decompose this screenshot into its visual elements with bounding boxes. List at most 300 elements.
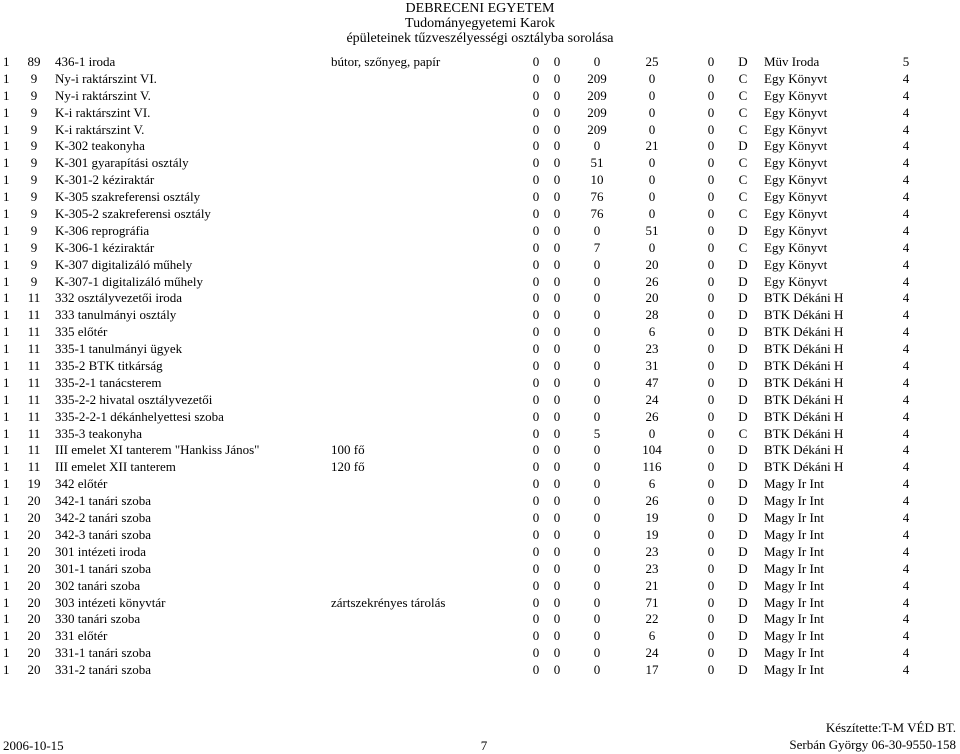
cell-fire-class: D: [738, 256, 748, 272]
cell-value-5: 0: [707, 206, 715, 222]
cell-col-1: 1: [3, 324, 10, 340]
table-row: [0, 71, 960, 88]
cell-unit: Magy Ir Int: [764, 526, 824, 542]
cell-value-2: 0: [553, 408, 561, 424]
cell-col-2: 9: [30, 87, 38, 103]
cell-value-2: 0: [553, 493, 561, 509]
cell-col-1: 1: [3, 239, 10, 255]
table-row: [0, 54, 960, 71]
cell-value-3: 0: [593, 391, 601, 407]
cell-value-1: 0: [532, 374, 540, 390]
cell-col-last: 4: [902, 87, 910, 103]
cell-unit: Egy Könyvt: [764, 273, 828, 289]
cell-value-5: 0: [707, 87, 715, 103]
cell-unit: Egy Könyvt: [764, 87, 828, 103]
cell-value-1: 0: [532, 358, 540, 374]
cell-unit: BTK Dékáni H: [764, 442, 844, 458]
table-row: [0, 307, 960, 324]
cell-value-2: 0: [553, 256, 561, 272]
cell-unit: BTK Dékáni H: [764, 341, 844, 357]
cell-note: bútor, szőnyeg, papír: [331, 54, 441, 69]
cell-value-3: 209: [587, 104, 607, 120]
cell-col-1: 1: [3, 510, 10, 526]
cell-col-1: 1: [3, 189, 10, 205]
table-row: [0, 189, 960, 206]
cell-value-2: 0: [553, 273, 561, 289]
cell-value-1: 0: [532, 577, 540, 593]
cell-room-name: 335-2 BTK titkárság: [55, 358, 163, 374]
cell-value-4: 22: [645, 611, 659, 627]
cell-col-2: 20: [27, 577, 41, 593]
cell-col-1: 1: [3, 87, 10, 103]
cell-unit: Magy Ir Int: [764, 628, 824, 644]
cell-room-name: K-306 reprográfia: [55, 222, 150, 238]
cell-value-4: 6: [648, 476, 656, 492]
cell-value-1: 0: [532, 87, 540, 103]
cell-value-2: 0: [553, 290, 561, 306]
cell-room-name: 331-1 tanári szoba: [55, 645, 152, 661]
cell-col-1: 1: [3, 155, 10, 171]
cell-unit: Müv Iroda: [764, 54, 820, 69]
cell-col-last: 4: [902, 121, 910, 137]
cell-fire-class: D: [738, 341, 748, 357]
cell-col-last: 4: [902, 172, 910, 188]
cell-col-2: 20: [27, 560, 41, 576]
table-row: [0, 206, 960, 223]
cell-value-5: 0: [707, 290, 715, 306]
table-row: [0, 138, 960, 155]
table-row: [0, 662, 960, 679]
cell-fire-class: C: [738, 121, 748, 137]
cell-value-5: 0: [707, 391, 715, 407]
cell-value-3: 76: [590, 189, 604, 205]
cell-room-name: 332 osztályvezetői iroda: [55, 290, 183, 306]
table-row: [0, 442, 960, 459]
cell-value-2: 0: [553, 155, 561, 171]
cell-value-4: 71: [645, 594, 659, 610]
cell-value-4: 0: [648, 70, 656, 86]
cell-value-4: 116: [642, 459, 662, 475]
cell-col-2: 20: [27, 493, 41, 509]
table-row: [0, 561, 960, 578]
cell-fire-class: D: [738, 408, 748, 424]
cell-value-3: 0: [593, 543, 601, 559]
cell-fire-class: C: [738, 239, 748, 255]
cell-value-4: 26: [645, 408, 659, 424]
cell-col-last: 4: [902, 493, 910, 509]
cell-value-1: 0: [532, 138, 540, 154]
cell-fire-class: D: [738, 307, 748, 323]
cell-room-name: 335-2-2-1 dékánhelyettesi szoba: [55, 408, 224, 424]
cell-col-last: 4: [902, 476, 910, 492]
cell-col-2: 11: [27, 408, 41, 424]
cell-value-2: 0: [553, 239, 561, 255]
cell-col-1: 1: [3, 442, 10, 458]
cell-col-2: 20: [27, 543, 41, 559]
cell-room-name: III emelet XII tanterem: [55, 459, 176, 475]
cell-value-3: 0: [593, 222, 601, 238]
cell-value-2: 0: [553, 172, 561, 188]
cell-value-5: 0: [707, 155, 715, 171]
cell-fire-class: D: [738, 493, 748, 509]
cell-value-1: 0: [532, 341, 540, 357]
cell-value-1: 0: [532, 104, 540, 120]
cell-unit: BTK Dékáni H: [764, 324, 844, 340]
table-row: [0, 510, 960, 527]
cell-fire-class: D: [738, 645, 748, 661]
cell-fire-class: C: [738, 155, 748, 171]
cell-col-1: 1: [3, 425, 10, 441]
cell-value-2: 0: [553, 138, 561, 154]
cell-col-1: 1: [3, 358, 10, 374]
cell-value-4: 28: [645, 307, 659, 323]
cell-col-last: 4: [902, 408, 910, 424]
cell-col-2: 11: [27, 374, 41, 390]
cell-note: 100 fő: [331, 442, 365, 458]
cell-value-2: 0: [553, 104, 561, 120]
cell-value-2: 0: [553, 70, 561, 86]
cell-value-1: 0: [532, 425, 540, 441]
cell-col-last: 4: [902, 391, 910, 407]
cell-room-name: 335-3 teakonyha: [55, 425, 143, 441]
cell-unit: Magy Ir Int: [764, 645, 824, 661]
cell-col-last: 4: [902, 526, 910, 542]
cell-col-2: 11: [27, 442, 41, 458]
cell-col-1: 1: [3, 273, 10, 289]
cell-room-name: 331-2 tanári szoba: [55, 662, 152, 678]
cell-col-1: 1: [3, 543, 10, 559]
cell-value-1: 0: [532, 70, 540, 86]
cell-value-1: 0: [532, 189, 540, 205]
cell-value-4: 51: [645, 222, 659, 238]
cell-unit: BTK Dékáni H: [764, 459, 844, 475]
cell-col-2: 20: [27, 594, 41, 610]
cell-value-5: 0: [707, 493, 715, 509]
cell-col-last: 4: [902, 239, 910, 255]
cell-value-5: 0: [707, 121, 715, 137]
cell-value-5: 0: [707, 138, 715, 154]
cell-value-1: 0: [532, 408, 540, 424]
cell-value-1: 0: [532, 172, 540, 188]
cell-unit: Egy Könyvt: [764, 104, 828, 120]
cell-value-5: 0: [707, 273, 715, 289]
cell-fire-class: D: [738, 273, 748, 289]
cell-fire-class: D: [738, 611, 748, 627]
cell-value-2: 0: [553, 121, 561, 137]
table-row: [0, 527, 960, 544]
cell-room-name: 333 tanulmányi osztály: [55, 307, 177, 323]
cell-unit: Magy Ir Int: [764, 510, 824, 526]
table-row: [0, 595, 960, 612]
cell-value-1: 0: [532, 290, 540, 306]
cell-col-last: 4: [902, 341, 910, 357]
cell-unit: Egy Könyvt: [764, 155, 828, 171]
cell-unit: Egy Könyvt: [764, 239, 828, 255]
cell-value-5: 0: [707, 172, 715, 188]
cell-unit: Magy Ir Int: [764, 662, 824, 678]
cell-value-1: 0: [532, 459, 540, 475]
cell-room-name: 436-1 iroda: [55, 54, 116, 69]
cell-col-last: 4: [902, 222, 910, 238]
cell-value-1: 0: [532, 121, 540, 137]
cell-room-name: K-306-1 kéziraktár: [55, 239, 155, 255]
cell-col-1: 1: [3, 206, 10, 222]
cell-col-2: 9: [30, 138, 38, 154]
cell-col-last: 4: [902, 459, 910, 475]
cell-value-1: 0: [532, 628, 540, 644]
cell-col-last: 4: [902, 104, 910, 120]
footer-author-contact: Serbán György 06-30-9550-158: [789, 737, 956, 752]
cell-fire-class: C: [738, 87, 748, 103]
cell-col-1: 1: [3, 391, 10, 407]
cell-value-4: 23: [645, 560, 659, 576]
cell-fire-class: D: [738, 374, 748, 390]
cell-unit: Egy Könyvt: [764, 256, 828, 272]
cell-value-1: 0: [532, 324, 540, 340]
cell-value-3: 0: [593, 560, 601, 576]
cell-col-last: 4: [902, 543, 910, 559]
cell-col-1: 1: [3, 307, 10, 323]
cell-col-1: 1: [3, 526, 10, 542]
cell-col-1: 1: [3, 577, 10, 593]
cell-value-4: 0: [648, 239, 656, 255]
cell-value-4: 23: [645, 543, 659, 559]
cell-value-1: 0: [532, 256, 540, 272]
cell-unit: Egy Könyvt: [764, 172, 828, 188]
cell-value-5: 0: [707, 628, 715, 644]
cell-value-1: 0: [532, 307, 540, 323]
cell-room-name: K-302 teakonyha: [55, 138, 145, 154]
cell-value-5: 0: [707, 526, 715, 542]
cell-value-2: 0: [553, 391, 561, 407]
cell-value-3: 0: [593, 273, 601, 289]
cell-col-1: 1: [3, 290, 10, 306]
cell-value-2: 0: [553, 543, 561, 559]
cell-col-2: 89: [27, 54, 41, 69]
cell-value-5: 0: [707, 408, 715, 424]
cell-value-3: 51: [590, 155, 604, 171]
cell-col-1: 1: [3, 70, 10, 86]
cell-value-3: 0: [593, 54, 601, 69]
cell-room-name: 331 előtér: [55, 628, 108, 644]
cell-value-3: 0: [593, 324, 601, 340]
cell-value-1: 0: [532, 54, 540, 69]
cell-col-1: 1: [3, 121, 10, 137]
cell-value-1: 0: [532, 543, 540, 559]
cell-col-2: 19: [27, 476, 41, 492]
cell-value-4: 26: [645, 273, 659, 289]
cell-unit: BTK Dékáni H: [764, 425, 844, 441]
cell-fire-class: C: [738, 104, 748, 120]
cell-value-2: 0: [553, 358, 561, 374]
cell-col-last: 4: [902, 256, 910, 272]
cell-value-4: 0: [648, 87, 656, 103]
cell-col-2: 9: [30, 189, 38, 205]
cell-value-5: 0: [707, 662, 715, 678]
cell-value-5: 0: [707, 256, 715, 272]
cell-value-4: 104: [642, 442, 662, 458]
cell-col-last: 4: [902, 324, 910, 340]
cell-value-5: 0: [707, 341, 715, 357]
cell-value-1: 0: [532, 645, 540, 661]
cell-value-5: 0: [707, 307, 715, 323]
cell-col-2: 20: [27, 611, 41, 627]
cell-value-3: 0: [593, 594, 601, 610]
table-row: [0, 544, 960, 561]
cell-col-2: 9: [30, 104, 38, 120]
cell-room-name: K-i raktárszint VI.: [55, 104, 151, 120]
cell-col-last: 4: [902, 645, 910, 661]
cell-value-1: 0: [532, 611, 540, 627]
cell-unit: Magy Ir Int: [764, 611, 824, 627]
cell-col-last: 4: [902, 577, 910, 593]
cell-value-4: 21: [645, 577, 659, 593]
cell-value-4: 6: [648, 324, 656, 340]
cell-col-2: 11: [27, 341, 41, 357]
cell-value-2: 0: [553, 560, 561, 576]
cell-value-2: 0: [553, 374, 561, 390]
cell-value-1: 0: [532, 560, 540, 576]
cell-col-last: 4: [902, 662, 910, 678]
cell-col-2: 20: [27, 510, 41, 526]
cell-unit: Egy Könyvt: [764, 138, 828, 154]
cell-value-1: 0: [532, 273, 540, 289]
cell-value-4: 24: [645, 645, 659, 661]
cell-note: 120 fő: [331, 459, 365, 475]
table-row: [0, 409, 960, 426]
table-row: [0, 493, 960, 510]
cell-value-4: 25: [645, 54, 659, 69]
cell-value-1: 0: [532, 442, 540, 458]
cell-room-name: K-305 szakreferensi osztály: [55, 189, 201, 205]
cell-col-last: 4: [902, 374, 910, 390]
cell-col-1: 1: [3, 374, 10, 390]
cell-value-4: 6: [648, 628, 656, 644]
cell-value-3: 0: [593, 358, 601, 374]
table-row: [0, 426, 960, 443]
cell-fire-class: C: [738, 172, 748, 188]
cell-col-last: 4: [902, 594, 910, 610]
cell-fire-class: D: [738, 510, 748, 526]
cell-value-4: 0: [648, 155, 656, 171]
cell-fire-class: C: [738, 70, 748, 86]
cell-value-5: 0: [707, 324, 715, 340]
cell-value-2: 0: [553, 222, 561, 238]
cell-value-3: 0: [593, 341, 601, 357]
cell-value-4: 21: [645, 138, 659, 154]
cell-room-name: 335 előtér: [55, 324, 108, 340]
cell-col-2: 11: [27, 358, 41, 374]
table-row: [0, 155, 960, 172]
cell-value-5: 0: [707, 70, 715, 86]
table-row: [0, 392, 960, 409]
cell-value-2: 0: [553, 577, 561, 593]
cell-value-2: 0: [553, 459, 561, 475]
cell-value-2: 0: [553, 526, 561, 542]
cell-room-name: 342-3 tanári szoba: [55, 526, 152, 542]
cell-value-1: 0: [532, 239, 540, 255]
table-row: [0, 459, 960, 476]
cell-col-last: 4: [902, 510, 910, 526]
cell-fire-class: D: [738, 577, 748, 593]
cell-room-name: K-i raktárszint V.: [55, 121, 145, 137]
table-row: [0, 274, 960, 291]
cell-value-5: 0: [707, 476, 715, 492]
cell-value-5: 0: [707, 54, 715, 69]
cell-unit: BTK Dékáni H: [764, 358, 844, 374]
cell-fire-class: D: [738, 662, 748, 678]
cell-col-last: 4: [902, 206, 910, 222]
cell-col-last: 4: [902, 628, 910, 644]
cell-value-2: 0: [553, 87, 561, 103]
cell-col-1: 1: [3, 594, 10, 610]
cell-room-name: K-307 digitalizáló műhely: [55, 256, 193, 272]
cell-value-5: 0: [707, 222, 715, 238]
cell-fire-class: D: [738, 560, 748, 576]
cell-col-last: 4: [902, 307, 910, 323]
cell-fire-class: D: [738, 324, 748, 340]
cell-col-last: 5: [902, 54, 910, 69]
cell-col-last: 4: [902, 155, 910, 171]
cell-value-5: 0: [707, 374, 715, 390]
cell-col-2: 11: [27, 324, 41, 340]
cell-value-2: 0: [553, 341, 561, 357]
cell-room-name: 342 előtér: [55, 476, 108, 492]
cell-value-2: 0: [553, 645, 561, 661]
cell-value-5: 0: [707, 104, 715, 120]
cell-value-1: 0: [532, 526, 540, 542]
cell-room-name: 302 tanári szoba: [55, 577, 141, 593]
cell-col-2: 11: [27, 290, 41, 306]
cell-value-2: 0: [553, 594, 561, 610]
cell-room-name: Ny-i raktárszint VI.: [55, 70, 157, 86]
cell-value-2: 0: [553, 442, 561, 458]
cell-col-2: 9: [30, 70, 38, 86]
cell-col-last: 4: [902, 70, 910, 86]
cell-fire-class: C: [738, 425, 748, 441]
cell-unit: BTK Dékáni H: [764, 391, 844, 407]
table-row: [0, 88, 960, 105]
cell-value-5: 0: [707, 239, 715, 255]
cell-col-1: 1: [3, 611, 10, 627]
cell-fire-class: D: [738, 628, 748, 644]
cell-value-2: 0: [553, 54, 561, 69]
cell-fire-class: D: [738, 391, 748, 407]
cell-room-name: K-301 gyarapítási osztály: [55, 155, 189, 171]
cell-value-3: 0: [593, 138, 601, 154]
cell-unit: BTK Dékáni H: [764, 290, 844, 306]
cell-unit: Egy Könyvt: [764, 121, 828, 137]
cell-value-4: 31: [645, 358, 659, 374]
cell-room-name: 342-1 tanári szoba: [55, 493, 152, 509]
doc-title-subject: épületeinek tűzveszélyességi osztályba sorolása: [346, 31, 614, 46]
cell-col-last: 4: [902, 290, 910, 306]
classification-table: [0, 54, 960, 679]
cell-value-2: 0: [553, 476, 561, 492]
cell-value-1: 0: [532, 594, 540, 610]
cell-unit: Magy Ir Int: [764, 493, 824, 509]
cell-unit: BTK Dékáni H: [764, 374, 844, 390]
cell-room-name: 301 intézeti iroda: [55, 543, 146, 559]
cell-fire-class: C: [738, 189, 748, 205]
table-row: [0, 628, 960, 645]
cell-value-5: 0: [707, 358, 715, 374]
cell-room-name: 301-1 tanári szoba: [55, 560, 152, 576]
cell-value-4: 24: [645, 391, 659, 407]
cell-col-last: 4: [902, 189, 910, 205]
table-row: [0, 257, 960, 274]
cell-value-3: 10: [590, 172, 604, 188]
